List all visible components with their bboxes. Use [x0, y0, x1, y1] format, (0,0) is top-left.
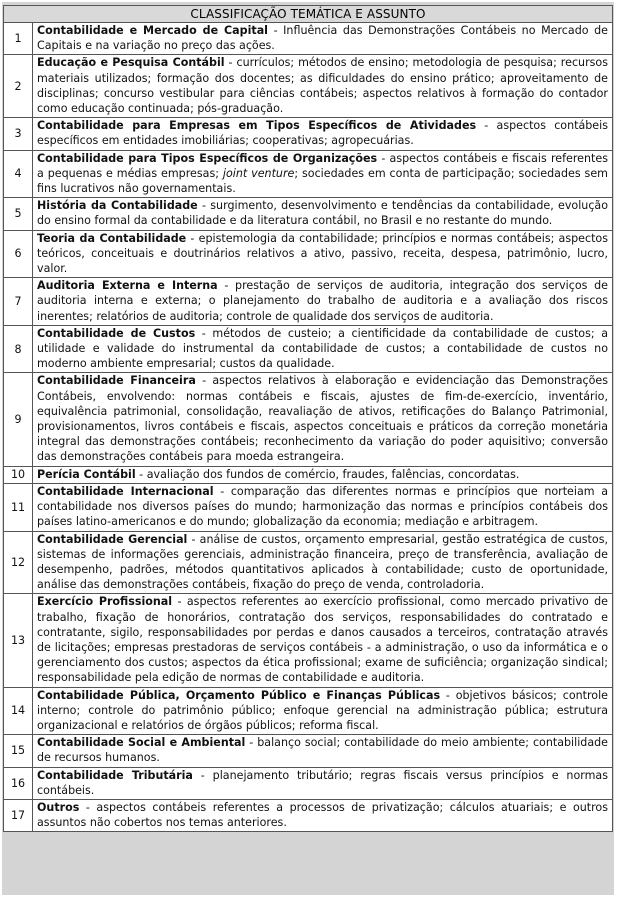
theme-description: - Influência das Demonstrações Contábeis no Mercado de Capitais e na variação no preço das ações. — [37, 24, 608, 53]
theme-description: - análise de custos, orçamento empresarial, gestão estratégica de custos, sistemas de informações gerenciais, administração financeira, preço de transferência, avaliação de desempenho, padrões, métodos quantitativos aplicados à contabilidade; custo de oportunidade, análise das demonstrações contábeis, fixação do preço de venda, controladoria. — [37, 532, 608, 592]
row-content — [33, 278, 613, 326]
table-row — [4, 55, 613, 118]
row-number: 11 — [4, 483, 33, 531]
table-header-row — [4, 6, 613, 23]
table-row — [4, 594, 613, 687]
table-row — [4, 767, 613, 799]
row-number: 10 — [4, 466, 33, 483]
theme-title: Contabilidade Social e Ambiental — [37, 736, 246, 750]
table-row — [4, 198, 613, 230]
row-content — [33, 373, 613, 466]
row-number: 7 — [4, 278, 33, 326]
theme-description: - avaliação dos fundos de comércio, fraudes, falências, concordatas. — [135, 467, 520, 481]
theme-description: - aspectos referentes ao exercício profissional, como mercado privativo de trabalho, fixação de honorários, contratação dos serviços, responsabilidades do contratado e contratante, sigilo, responsabilidades por perdas e danos causados a terceiros, contratação através de licitações; empresas prestadoras de serviços contábeis - a administração, o uso da informática e o gerenciamento dos custos; aspectos da ética profissional; exame de suficiência; organização sindical; responsabilidade pela edição de normas de contabilidade e auditoria. — [37, 595, 608, 685]
row-number: 16 — [4, 767, 33, 799]
theme-title: Contabilidade Internacional — [37, 484, 214, 498]
theme-description: - aspectos relativos à elaboração e evidenciação das Demonstrações Contábeis, envolvendo: normas contábeis e fiscais, ajustes de fim-de-exercício, inventário, equivalência patrimonial, consolidação, reavaliação de ativos, retificações do Balanço Patrimonial, provisionamentos, livros contábeis e fiscais, aspectos conceituais e práticos da correção monetária integral das demonstrações contábeis; reconhecimento da variação do poder aquisitivo; conversão das demonstrações contábeis para moeda estrangeira. — [37, 374, 608, 464]
theme-description: - surgimento, desenvolvimento e tendências da contabilidade, evolução do ensino formal da contabilidade e da literatura contábil, no Brasil e no restante do mundo. — [37, 199, 609, 228]
row-content — [33, 531, 613, 594]
theme-description: - comparação das diferentes normas e princípios que norteiam a contabilidade nos diversos países do mundo; harmonização das normas e princípios contábeis dos países latino-americanos e do mundo; globalização da economia; mediação e arbitragem. — [37, 484, 608, 529]
table-row — [4, 150, 613, 198]
row-content — [33, 230, 613, 278]
thematic-classification-table — [3, 5, 613, 832]
row-number: 15 — [4, 735, 33, 767]
row-number: 14 — [4, 687, 33, 735]
theme-description: ; sociedades em conta de participação; sociedades sem fins lucrativos não governamentais. — [37, 166, 608, 196]
row-content — [33, 799, 613, 831]
row-number: 9 — [4, 373, 33, 466]
row-content — [33, 150, 613, 198]
theme-description: - aspectos contábeis específicos em entidades imobiliárias; cooperativas; agropecuárias. — [37, 119, 608, 148]
row-content — [33, 735, 613, 767]
row-number: 4 — [4, 150, 33, 198]
table-row — [4, 278, 613, 326]
row-content — [33, 767, 613, 799]
theme-description: - prestação de serviços de auditoria, integração dos serviços de auditoria interna e externa; o planejamento do trabalho de auditoria e a avaliação dos riscos inerentes; relatórios de auditoria; controle de qualidade dos serviços de auditoria. — [37, 279, 608, 323]
table-row — [4, 735, 613, 767]
theme-title: Contabilidade de Custos — [37, 326, 196, 340]
theme-description: - epistemologia da contabilidade; princípios e normas contábeis; aspectos teóricos, conceituais e doutrinários relativos a ativo, passivo, receita, despesa, patrimônio, lucro, valor. — [37, 231, 609, 276]
theme-title: Contabilidade para Empresas em Tipos Específicos de Atividades — [37, 119, 477, 133]
theme-title: Contabilidade Tributária — [37, 768, 193, 782]
theme-title: História da Contabilidade — [37, 199, 198, 213]
table-row — [4, 483, 613, 531]
table-row — [4, 325, 613, 373]
table-row — [4, 531, 613, 594]
row-content — [33, 23, 613, 55]
table-body — [4, 23, 613, 832]
theme-description: - aspectos contábeis referentes a processos de privatização; cálculos atuariais; e outros assuntos não cobertos nos temas anteriores. — [37, 800, 608, 830]
theme-title: Contabilidade Pública, Orçamento Público e Finanças Públicas — [37, 688, 441, 702]
theme-title: Perícia Contábil — [37, 467, 136, 481]
table-row — [4, 118, 613, 150]
theme-title: Educação e Pesquisa Contábil — [37, 56, 225, 70]
theme-description: - balanço social; contabilidade do meio ambiente; contabilidade de recursos humanos. — [37, 736, 609, 765]
row-number: 1 — [4, 23, 33, 55]
theme-description: - currículos; métodos de ensino; metodologia de pesquisa; recursos materiais utilizados; formação dos docentes; as dificuldades do ensino prático; aproveitamento de disciplinas; concurso vestibular para ciências contábeis; aspectos relativos à formação do contador como educação continuada; pós-graduação. — [37, 56, 608, 116]
theme-title: Contabilidade Financeira — [37, 374, 196, 388]
row-number: 8 — [4, 325, 33, 373]
row-number: 6 — [4, 230, 33, 278]
theme-title: Contabilidade Gerencial — [37, 532, 188, 546]
row-content — [33, 594, 613, 687]
row-number: 13 — [4, 594, 33, 687]
theme-description: - objetivos básicos; controle interno; controle do patrimônio público; enfoque gerencial na administração pública; estrutura organizacional e relatórios de órgãos públicos; reforma fiscal. — [37, 688, 609, 732]
theme-description: - métodos de custeio; a cientificidade da contabilidade de custos; a utilidade e validade do instrumental da contabilidade de custos; a contabilidade de custos no moderno ambiente empresarial; custos da qualidade. — [37, 326, 608, 371]
italic-term: joint venture — [222, 166, 295, 180]
table-row — [4, 687, 613, 735]
table-row — [4, 373, 613, 466]
row-number: 17 — [4, 799, 33, 831]
table-row — [4, 23, 613, 55]
table-row — [4, 466, 613, 483]
row-number: 12 — [4, 531, 33, 594]
table-title: CLASSIFICAÇÃO TEMÁTICA E ASSUNTO — [4, 6, 613, 23]
theme-title: Auditoria Externa e Interna — [37, 279, 218, 293]
row-content — [33, 466, 613, 483]
theme-title: Outros — [37, 800, 80, 814]
row-number: 5 — [4, 198, 33, 230]
row-content — [33, 325, 613, 373]
row-content — [33, 687, 613, 735]
row-content — [33, 55, 613, 118]
row-number: 3 — [4, 118, 33, 150]
theme-title: Contabilidade para Tipos Específicos de Organizações — [37, 151, 378, 165]
table-row — [4, 230, 613, 278]
theme-title: Teoria da Contabilidade — [37, 231, 187, 245]
theme-title: Exercício Profissional — [37, 595, 173, 609]
theme-description: - aspectos contábeis e fiscais referentes a pequenas e médias empresas; — [37, 151, 608, 180]
theme-title: Contabilidade e Mercado de Capital — [37, 24, 268, 37]
theme-description: - planejamento tributário; regras fiscais versus princípios e normas contábeis. — [37, 768, 608, 797]
row-number: 2 — [4, 55, 33, 118]
row-content — [33, 198, 613, 230]
row-content — [33, 483, 613, 531]
row-content — [33, 118, 613, 150]
table-row — [4, 799, 613, 831]
